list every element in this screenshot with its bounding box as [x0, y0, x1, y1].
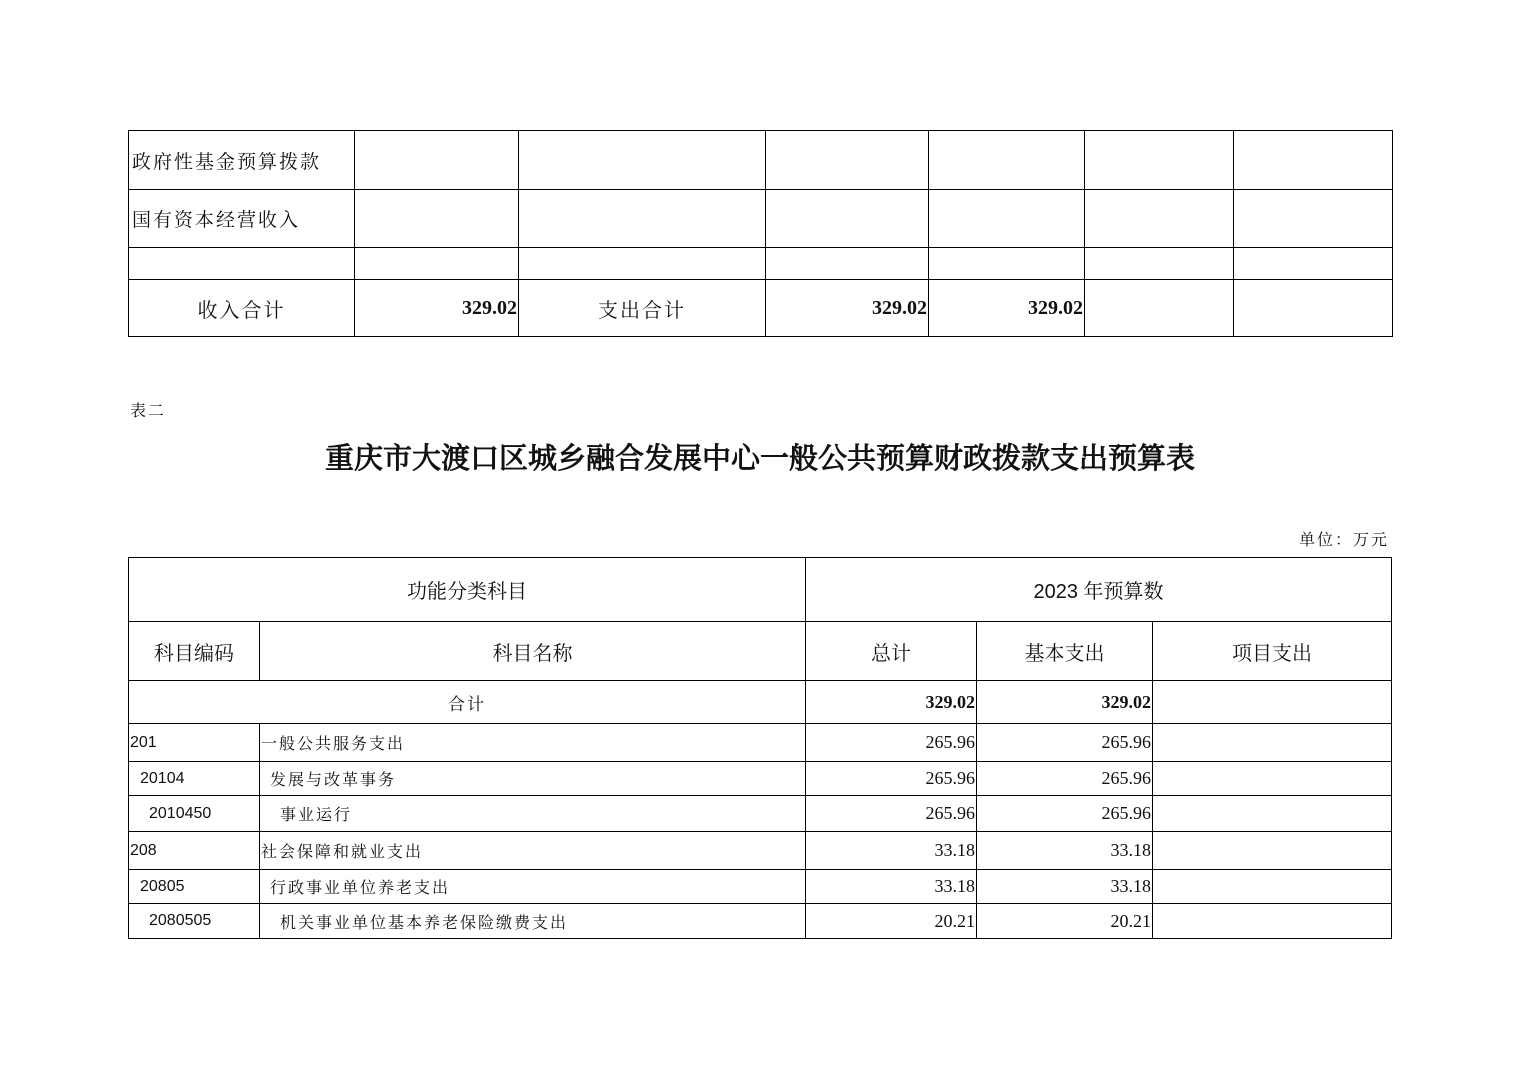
row-basic: 265.96 [977, 796, 1153, 832]
row-project [1153, 870, 1392, 904]
row-total: 265.96 [806, 762, 977, 796]
col-project-header: 项目支出 [1153, 622, 1392, 681]
row-total: 265.96 [806, 796, 977, 832]
row-project [1153, 724, 1392, 762]
row-code: 2010450 [129, 796, 260, 832]
row-code: 20805 [129, 870, 260, 904]
column-header-row [129, 622, 1392, 681]
budget-year-header: 2023 年预算数 [806, 558, 1392, 622]
row-project [1153, 832, 1392, 870]
expense-total-label: 支出合计 [519, 280, 766, 337]
table-row [129, 762, 1392, 796]
income-total-value: 329.02 [355, 280, 519, 337]
row-code: 2080505 [129, 904, 260, 939]
sum-basic: 329.02 [977, 681, 1153, 724]
expense-total-value: 329.02 [766, 280, 929, 337]
income-total-label: 收入合计 [129, 280, 355, 337]
table-row [129, 190, 1393, 248]
sum-total: 329.02 [806, 681, 977, 724]
row-basic: 265.96 [977, 762, 1153, 796]
row-name: 事业运行 [260, 796, 806, 832]
row-basic: 33.18 [977, 832, 1153, 870]
expenditure-budget-table [128, 557, 1392, 939]
table-row [129, 796, 1392, 832]
col-total-header: 总计 [806, 622, 977, 681]
row-total: 33.18 [806, 832, 977, 870]
row-project [1153, 904, 1392, 939]
row-basic: 265.96 [977, 724, 1153, 762]
row-basic: 33.18 [977, 870, 1153, 904]
row-label: 政府性基金预算拨款 [129, 131, 355, 190]
col-name-header: 科目名称 [260, 622, 806, 681]
sum-project [1153, 681, 1392, 724]
page-title: 重庆市大渡口区城乡融合发展中心一般公共预算财政拨款支出预算表 [324, 441, 1195, 475]
row-name: 一般公共服务支出 [260, 724, 806, 762]
row-code: 208 [129, 832, 260, 870]
expense-total-value-2: 329.02 [929, 280, 1085, 337]
row-name: 社会保障和就业支出 [260, 832, 806, 870]
row-project [1153, 762, 1392, 796]
row-name: 行政事业单位养老支出 [260, 870, 806, 904]
table-row [129, 904, 1392, 939]
table-row [129, 832, 1392, 870]
table-row [129, 248, 1393, 280]
row-total: 20.21 [806, 904, 977, 939]
group-header-row [129, 558, 1392, 622]
row-name: 机关事业单位基本养老保险缴费支出 [260, 904, 806, 939]
row-label: 国有资本经营收入 [129, 190, 355, 248]
col-basic-header: 基本支出 [977, 622, 1153, 681]
col-code-header: 科目编码 [129, 622, 260, 681]
income-expense-summary-table [128, 130, 1393, 337]
table-row [129, 131, 1393, 190]
sum-row [129, 681, 1392, 724]
row-code: 201 [129, 724, 260, 762]
row-name: 发展与改革事务 [260, 762, 806, 796]
table-tag: 表二 [130, 401, 167, 420]
row-basic: 20.21 [977, 904, 1153, 939]
table-row [129, 724, 1392, 762]
table-row [129, 870, 1392, 904]
row-total: 33.18 [806, 870, 977, 904]
row-label [129, 248, 355, 280]
row-code: 20104 [129, 762, 260, 796]
unit-label: 单位：万元 [1298, 530, 1389, 549]
row-project [1153, 796, 1392, 832]
sum-label: 合计 [129, 681, 806, 724]
row-total: 265.96 [806, 724, 977, 762]
functional-classification-header: 功能分类科目 [129, 558, 806, 622]
totals-row [129, 280, 1393, 337]
